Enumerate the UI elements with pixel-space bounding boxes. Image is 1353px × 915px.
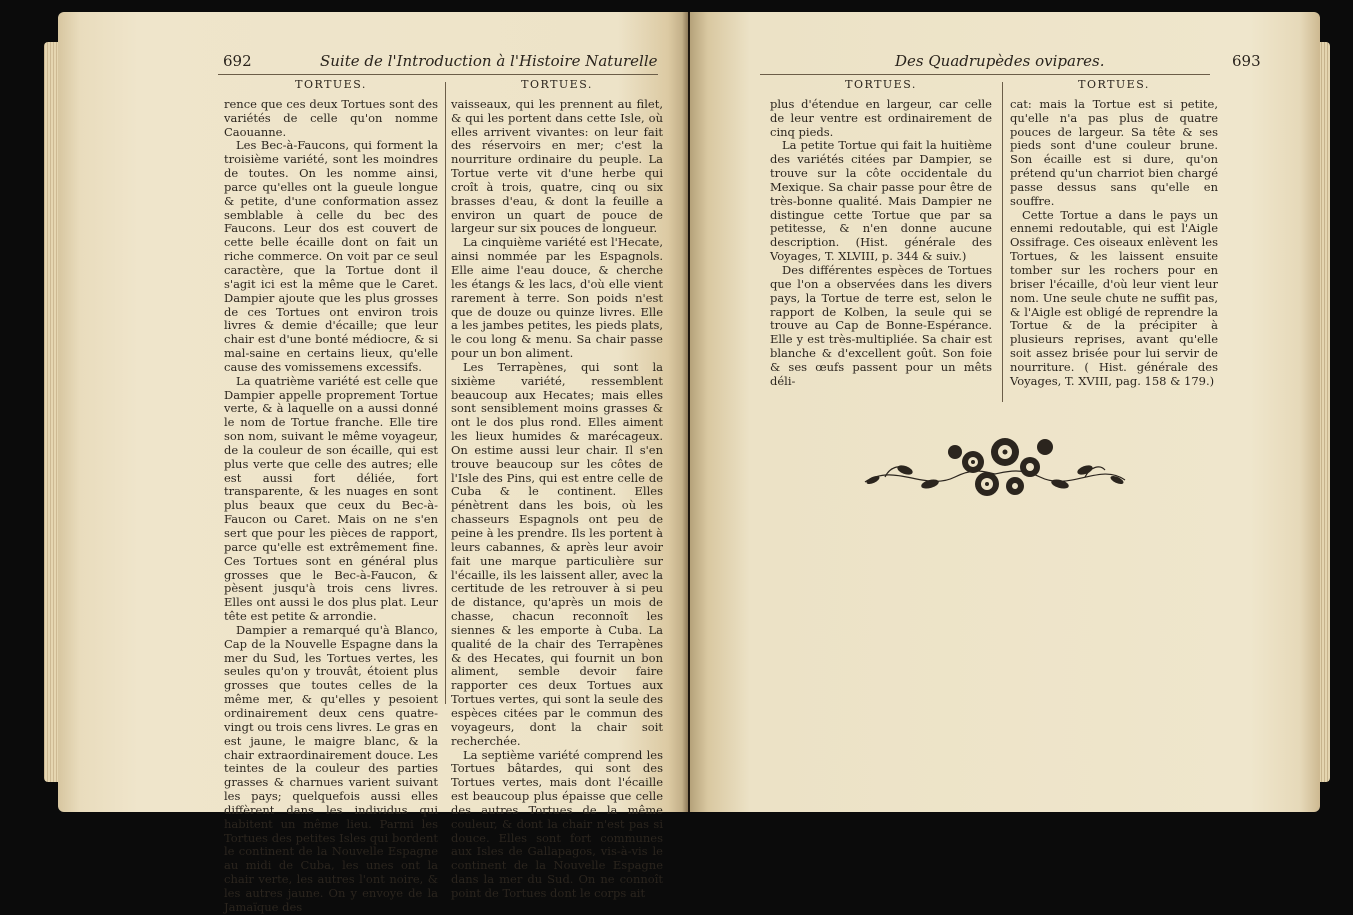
paragraph: Les Terrapènes, qui sont la sixième variété, ressemblent beaucoup aux Hecates; mais elles sont sensiblement moins grasses & ont le dos plus rond. Elles aiment les lieux humides & marécageux. On estime aussi leur chair. Il s'en trouve beaucoup sur les côtes de l'Isle des Pins, qui est entre celle de Cuba & le continent. Elles pénètrent dans les bois, où les chasseurs Espagnols ont peu de peine à les prendre. Ils les portent à leurs cabannes, & après leur avoir fait une marque particulière sur l'écaille, ils les laissent aller, avec la certitude de les retrouver à si peu de distance, qu'après un mois de chasse, chacun reconnoît les siennes & les emporte à Cuba. La qualité de la chair des Terrapènes & des Hecates, qui fournit un bon aliment, semble devoir faire rapporter ces deux Tortues aux Tortues vertes, qui sont la seule des espèces citées par le commun des voyageurs, dont la chair soit recherchée. bbox=[451, 359, 663, 748]
right-column-1 bbox=[770, 78, 992, 389]
right-running-head: Des Quadrupèdes ovipares. bbox=[895, 52, 1105, 70]
paragraph: La cinquième variété est l'Hecate, ainsi nommée par les Espagnols. Elle aime l'eau douce, & cherche les étangs & les lacs, d'où elle vient rarement à terre. Son poids n'est que de douze ou quinze livres. Elle a les jambes petites, les pieds plats, le cou long & menu. Sa chair passe pour un bon aliment. bbox=[451, 235, 663, 361]
paragraph: Les Bec-à-Faucons, qui forment la troisième variété, sont les moindres de toutes. On les nomme ainsi, parce qu'elles ont la gueule longue & petite, d'une conformation assez semblable à celle du bec des Faucons. Leur dos est couvert de cette belle écaille dont on fait un riche commerce. On voit par ce seul caractère, que la Tortue dont il s'agit ici est la même que le Caret. Dampier ajoute que les plus grosses de ces Tortues ont environ trois livres & demie d'écaille; que leur chair est d'une bonté médiocre, & si mal-saine en certains lieux, qu'elle cause des vomissemens excessifs. bbox=[224, 138, 438, 374]
column-title: TORTUES. bbox=[1078, 78, 1150, 91]
paragraph: Cette Tortue a dans le pays un ennemi redoutable, qui est l'Aigle Ossifrage. Ces oiseaux enlèvent les Tortues, & les laissent ensuite tomber sur les rochers pour en briser l'écaille, d'où leur vient leur nom. Une seule chute ne suffit pas, & l'Aigle est obligé de reprendre la Tortue & de la précipiter à plusieurs reprises, avant qu'elle soit assez brisée pour lui servir de nourriture. ( Hist. générale des Voyages, T. XVIII, pag. 158 & 179.) bbox=[1010, 207, 1218, 388]
paragraph: Des différentes espèces de Tortues que l'on a observées dans les divers pays, la Tortue de terre est, selon le rapport de Kolben, la seule qui se trouve au Cap de Bonne-Espérance. Elle y est très-multipliée. Sa chair est blanche & d'excellent goût. Son foie & ses œufs passent pour un mêts déli- bbox=[770, 262, 992, 388]
paragraph: rence que ces deux Tortues sont des variétés de celle qu'on nomme Caouanne. bbox=[224, 96, 438, 139]
left-column-divider bbox=[445, 82, 446, 704]
left-page-number: 692 bbox=[223, 52, 252, 70]
column-title: TORTUES. bbox=[521, 78, 593, 91]
paragraph: vaisseaux, qui les prennent au filet, & qui les portent dans cette Isle, où elles arrivent vivantes: on leur fait des réservoirs en mer; c'est la nourriture ordinaire du peuple. La Tortue verte vit d'une herbe qui croît à trois, quatre, cinq ou six brasses d'eau, & dont la feuille a environ un quart de pouce de largeur sur six pouces de longueur. bbox=[451, 96, 663, 236]
column-title: TORTUES. bbox=[295, 78, 367, 91]
floral-ornament-icon bbox=[855, 422, 1135, 517]
paragraph: plus d'étendue en largeur, car celle de leur ventre est ordinairement de cinq pieds. bbox=[770, 96, 992, 139]
left-page bbox=[58, 12, 688, 914]
right-page bbox=[690, 12, 1320, 812]
left-column-2 bbox=[451, 78, 663, 901]
right-column-2 bbox=[1010, 78, 1218, 389]
paragraph: Dampier a remarqué qu'à Blanco, Cap de la Nouvelle Espagne dans la mer du Sud, les Tortues vertes, les seules qu'on y trouvât, étoient plus grosses que toutes celles de la même mer, & qu'elles y pesoient ordinairement deux cens quatre-vingt ou trois cens livres. Le gras en est jaune, le maigre blanc, & la chair extraordinairement douce. Les teintes de la couleur des parties grasses & charnues varient suivant les pays; quelquefois aussi elles diffèrent dans les individus qui habitent un même lieu. Parmi les Tortues des petites Isles qui bordent le continent de la Nouvelle Espagne au midi de Cuba, les unes ont la chair verte, les autres l'ont noire, & les autres jaune. On y envoye de la Jamaïque des bbox=[224, 622, 438, 914]
right-page-number: 693 bbox=[1232, 52, 1261, 70]
column-title: TORTUES. bbox=[845, 78, 917, 91]
right-column-divider bbox=[1002, 82, 1003, 402]
paragraph: cat: mais la Tortue est si petite, qu'elle n'a pas plus de quatre pouces de largeur. Sa tête & ses pieds sont d'une couleur brune. Son écaille est si dure, qu'on prétend qu'un charriot bien chargé passe dessus sans qu'elle en souffre. bbox=[1010, 96, 1218, 208]
paragraph: La quatrième variété est celle que Dampier appelle proprement Tortue verte, & à laquelle on a aussi donné le nom de Tortue franche. Elle tire son nom, suivant le même voyageur, de la couleur de son écaille, qui est plus verte que celle des autres; elle est aussi fort déliée, fort transparente, & les nuages en sont plus beaux que ceux du Bec-à-Faucon ou Caret. Mais on ne s'en sert que pour les pièces de rapport, parce qu'elle est extrêmement fine. Ces Tortues sont en général plus grosses que le Bec-à-Faucon, & pèsent jusqu'à trois cens livres. Elles ont aussi le dos plus plat. Leur tête est petite & arrondie. bbox=[224, 373, 438, 624]
left-running-head: Suite de l'Introduction à l'Histoire Naturelle bbox=[320, 52, 658, 70]
left-column-1 bbox=[224, 78, 438, 915]
paragraph: La septième variété comprend les Tortues bâtardes, qui sont des Tortues vertes, mais dont l'écaille est beaucoup plus épaisse que celle des autres Tortues de la même couleur, & dont la chair n'est pas si douce. Elles sont fort communes aux Isles de Gallapagos, vis-à-vis le continent de la Nouvelle Espagne dans la mer du Sud. On ne connoît point de Tortues dont le corps ait bbox=[451, 747, 663, 900]
paragraph: La petite Tortue qui fait la huitième des variétés citées par Dampier, se trouve sur la côte occidentale du Mexique. Sa chair passe pour être de très-bonne qualité. Mais Dampier ne distingue cette Tortue que par sa petitesse, & n'en donne aucune description. (Hist. générale des Voyages, T. XLVIII, p. 344 & suiv.) bbox=[770, 138, 992, 264]
open-book bbox=[58, 12, 1320, 914]
right-header-rule bbox=[760, 74, 1210, 75]
left-header-rule bbox=[218, 74, 658, 75]
